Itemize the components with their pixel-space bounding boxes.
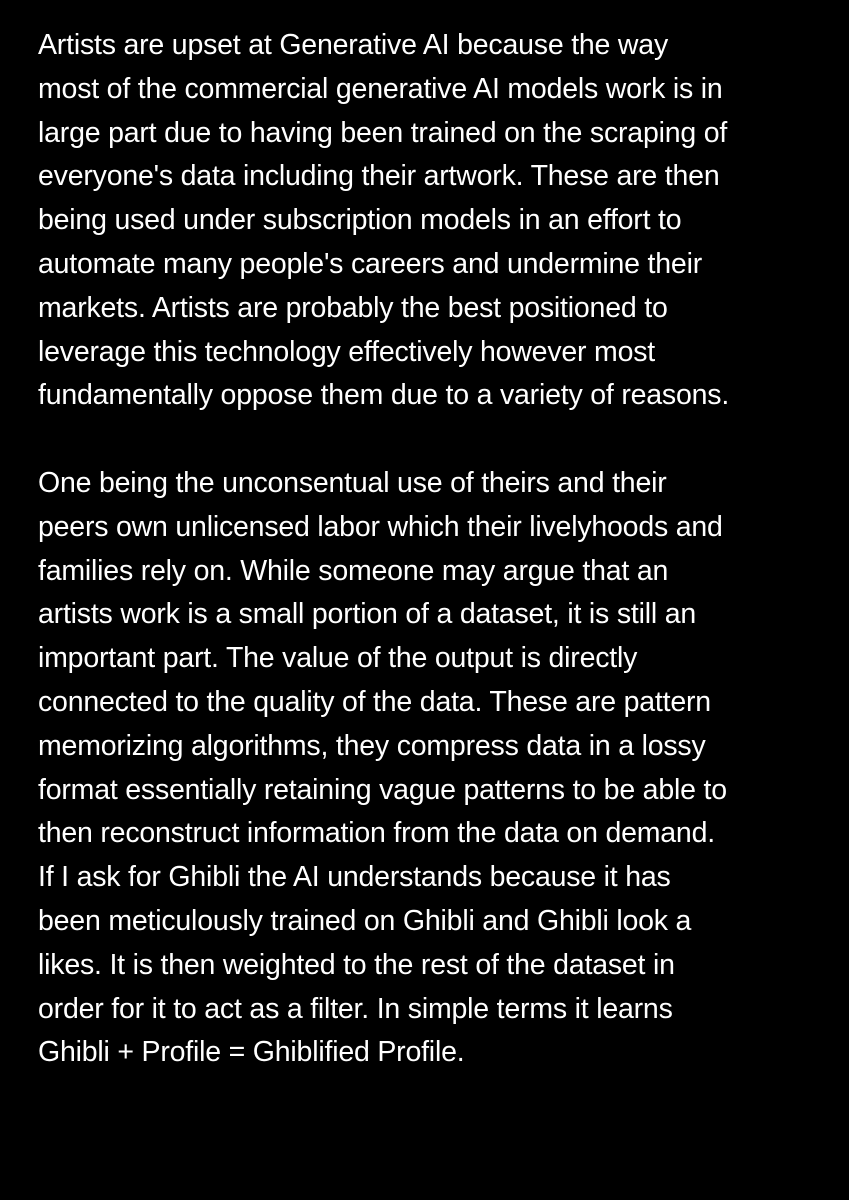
text-line: likes. It is then weighted to the rest of the dataset in [38,948,675,981]
paragraph-1 [38,24,828,418]
text-line: If I ask for Ghibli the AI understands because it has [38,861,671,894]
text-line: artists work is a small portion of a dataset, it is still an [38,598,697,631]
text-line: automate many people's careers and undermine their [38,247,702,280]
document-body [38,24,828,1075]
text-line: One being the unconsentual use of theirs and their [38,466,667,499]
text-line: order for it to act as a filter. In simple terms it learns [38,992,673,1025]
text-line: peers own unlicensed labor which their livelyhoods and [38,510,723,543]
text-line: families rely on. While someone may argue that an [38,554,669,587]
text-line: Artists are upset at Generative AI because the way [38,29,669,61]
text-line: Ghibli + Profile = Ghiblified Profile. [38,1036,465,1069]
text-line: large part due to having been trained on the scraping of [38,116,728,149]
text-line: then reconstruct information from the data on demand. [38,817,715,850]
text-line: leverage this technology effectively however most [38,335,656,368]
text-line: been meticulously trained on Ghibli and Ghibli look a [38,904,692,937]
text-line: everyone's data including their artwork. These are then [38,160,720,193]
text-line: markets. Artists are probably the best positioned to [38,291,668,324]
text-line: format essentially retaining vague patterns to be able to [38,773,727,806]
paragraph-2 [38,462,828,1075]
text-line: connected to the quality of the data. These are pattern [38,685,711,718]
text-line: being used under subscription models in an effort to [38,204,682,237]
paragraph-spacer [38,418,828,462]
text-line: fundamentally oppose them due to a variety of reasons. [38,379,730,412]
text-line: important part. The value of the output is directly [38,642,638,675]
text-line: memorizing algorithms, they compress data in a lossy [38,729,706,762]
text-line: most of the commercial generative AI models work is in [38,72,723,105]
